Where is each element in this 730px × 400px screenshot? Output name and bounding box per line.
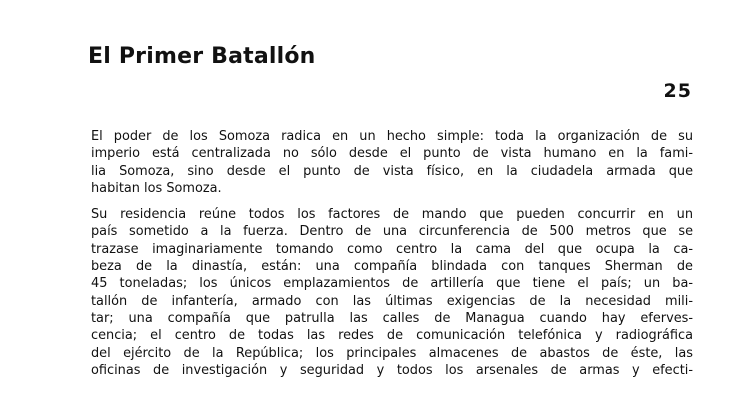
- page-number: 25: [663, 80, 692, 102]
- text-line: imperio está centralizada no sólo desde el punto de vista humano en la fami-: [91, 146, 693, 162]
- text-line: lia Somoza, sino desde el punto de vista físico, en la ciudadela armada que: [91, 163, 693, 179]
- paragraph-1: [91, 128, 693, 197]
- text-line: trazase imaginariamente tomando como centro la cama del que ocupa la ca-: [91, 241, 693, 257]
- body-text: [91, 128, 693, 388]
- text-line: tar; una compañía que patrulla las calles de Managua cuando hay eferves-: [91, 310, 693, 326]
- text-line: cencia; el centro de todas las redes de comunicación telefónica y radiográfica: [91, 328, 693, 344]
- chapter-title: El Primer Batallón: [88, 44, 316, 69]
- paragraph-2: [91, 206, 693, 379]
- text-line: habitan los Somoza.: [91, 180, 222, 196]
- text-line: tallón de infantería, armado con las últimas exigencias de la necesidad mili-: [91, 293, 693, 309]
- text-line: Su residencia reúne todos los factores de mando que pueden concurrir en un: [91, 207, 693, 223]
- text-line: oficinas de investigación y seguridad y todos los arsenales de armas y efecti-: [91, 362, 693, 378]
- text-line: país sometido a la fuerza. Dentro de una circunferencia de 500 metros que se: [91, 224, 693, 240]
- text-line: del ejército de la República; los principales almacenes de abastos de éste, las: [91, 345, 693, 361]
- text-line: 45 toneladas; los únicos emplazamientos de artillería que tiene el país; un ba-: [91, 276, 693, 292]
- text-line: El poder de los Somoza radica en un hecho simple: toda la organización de su: [91, 129, 693, 144]
- text-line: beza de la dinastía, están: una compañía blindada con tanques Sherman de: [91, 259, 693, 275]
